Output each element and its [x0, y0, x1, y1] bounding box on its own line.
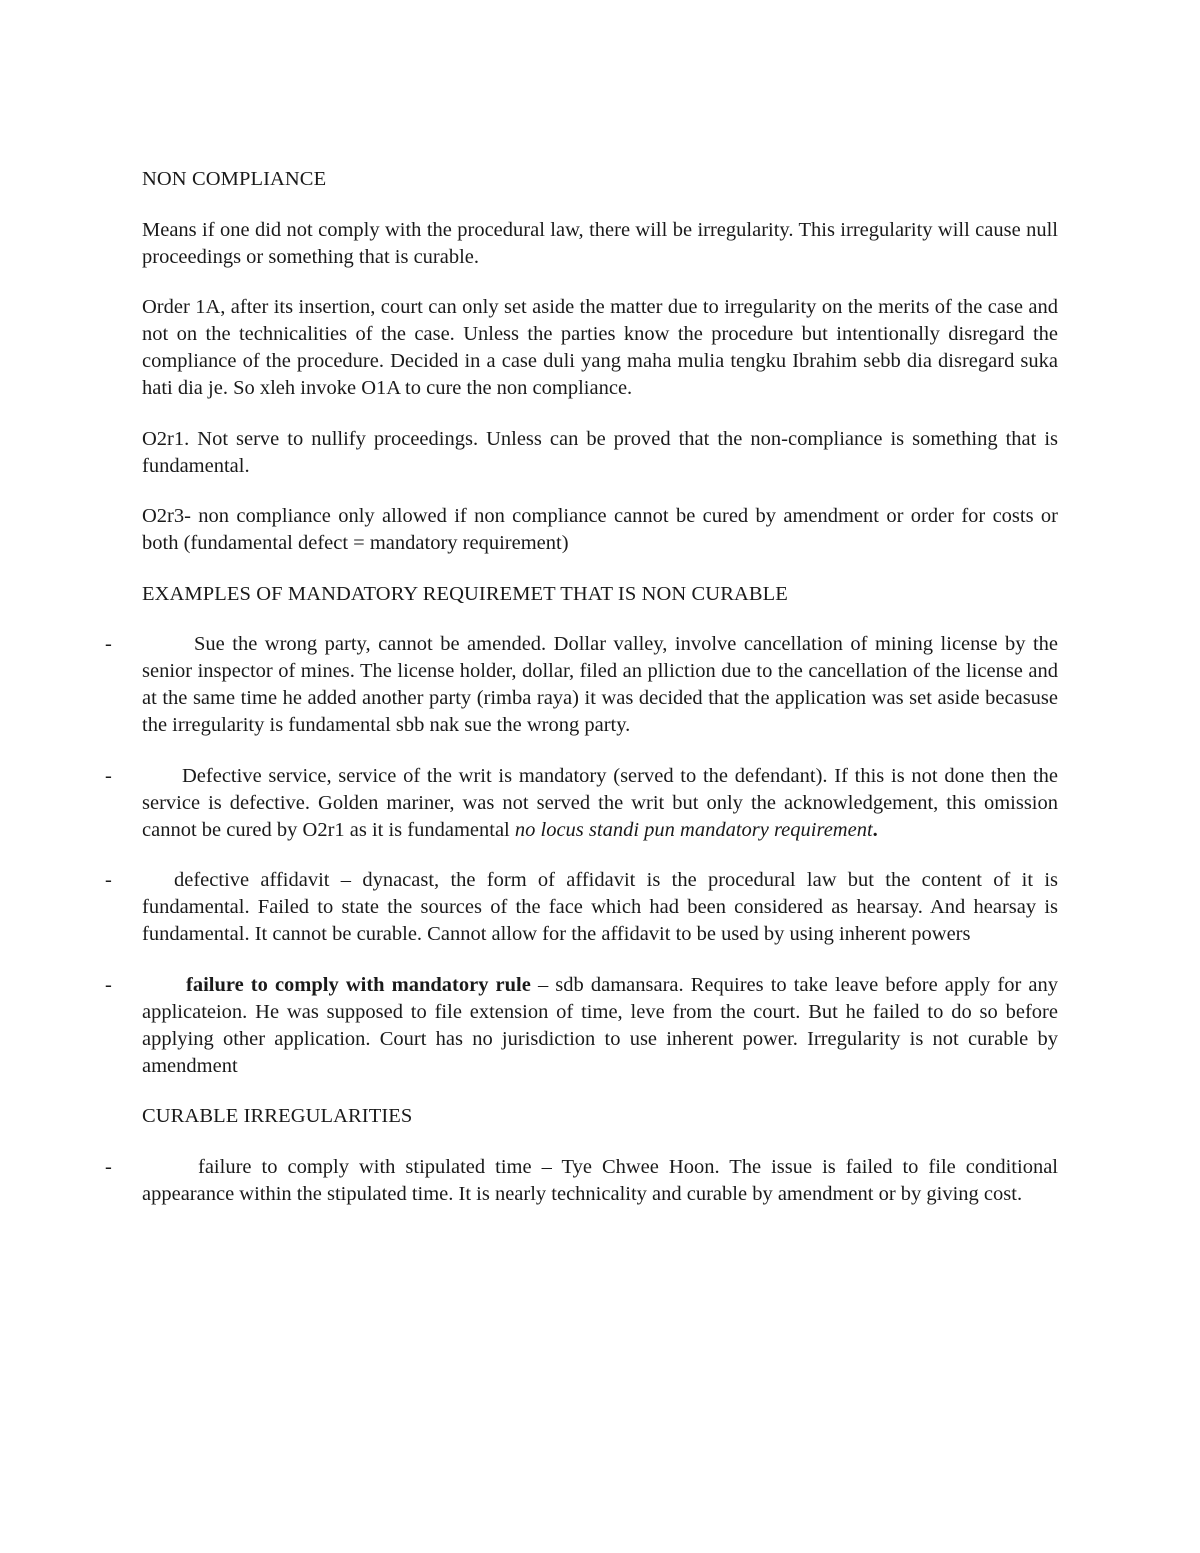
bullet-marker: - [105, 869, 112, 891]
bullet-text-mandatory-rule-bold: failure to comply with mandatory rule [186, 973, 531, 996]
heading-curable-irregularities: CURABLE IRREGULARITIES [142, 1105, 413, 1127]
bullet-text-defective-service-end: . [872, 818, 878, 841]
paragraph-order-1a: Order 1A, after its insertion, court can only set aside the matter due to irregularity on the merits of the case and not on the technicalities of the case. Unless the parties know the procedure but intentionally disregard the compliance of the procedure. Decided in a case duli yang maha mulia tengku Ibrahim sebb dia disregard suka hati dia je. So xleh invoke O1A to cure the non compliance. [142, 296, 1058, 399]
bullet-text-stipulated-time: failure to comply with stipulated time – Tye Chwee Hoon. The issue is failed to file conditional appearance within the stipulated time. It is nearly technicality and curable by amendment or by giving cost. [142, 1155, 1058, 1205]
bullet-item-stipulated-time [105, 1154, 1058, 1208]
bullet-marker: - [105, 1155, 112, 1178]
bullet-text-defective-service: Defective service, service of the writ is mandatory (served to the defendant). If this is not done then the service is defective. Golden mariner, was not served the writ but only the acknowledgement, this omission cannot be cured by O2r1 as it is fundamental [142, 764, 1058, 841]
heading-non-compliance: NON COMPLIANCE [142, 168, 327, 190]
bullet-item-defective-service [105, 763, 1058, 844]
paragraph-o2r1: O2r1. Not serve to nullify proceedings. Unless can be proved that the non-compliance is something that is fundamental. [142, 427, 1058, 477]
bullet-marker: - [105, 633, 112, 655]
bullet-text-wrong-party: Sue the wrong party, cannot be amended. Dollar valley, involve cancellation of mining license by the senior inspector of mines. The license holder, dollar, filed an plliction due to the cancellation of the license and at the same time he added another party (rimba raya) it was decided that the application was set aside becasuse the irregularity is fundamental sbb nak sue the wrong party. [142, 633, 1058, 736]
paragraph-o2r3: O2r3- non compliance only allowed if non compliance cannot be cured by amendment or order for costs or both (fundamental defect = mandatory requirement) [142, 505, 1058, 554]
bullet-item-wrong-party [105, 631, 1058, 739]
bullet-marker: - [105, 973, 112, 996]
bullet-text-defective-affidavit: defective affidavit – dynacast, the form of affidavit is the procedural law but the content of it is fundamental. Failed to state the sources of the face which had been considered as hearsay. And hearsay is fundamental. It cannot be curable. Cannot allow for the affidavit to be used by using inherent powers [142, 869, 1058, 945]
bullet-marker: - [105, 764, 112, 787]
document-body [105, 166, 1058, 1208]
bullet-text-mandatory-rule: – sdb damansara. Requires to take leave before apply for any applicateion. He was supposed to file extension of time, leve from the court. But he failed to do so before applying other application. Court has no jurisdiction to use inherent power. Irregularity is not curable by amendment [142, 973, 1058, 1077]
bullet-text-defective-service-italic: no locus standi pun mandatory requirement [514, 818, 873, 841]
heading-examples-non-curable: EXAMPLES OF MANDATORY REQUIREMET THAT IS NON CURABLE [142, 582, 788, 605]
paragraph-means: Means if one did not comply with the procedural law, there will be irregularity. This irregularity will cause null proceedings or something that is curable. [142, 218, 1058, 268]
bullet-item-defective-affidavit [105, 867, 1058, 948]
bullet-item-mandatory-rule [105, 972, 1058, 1080]
